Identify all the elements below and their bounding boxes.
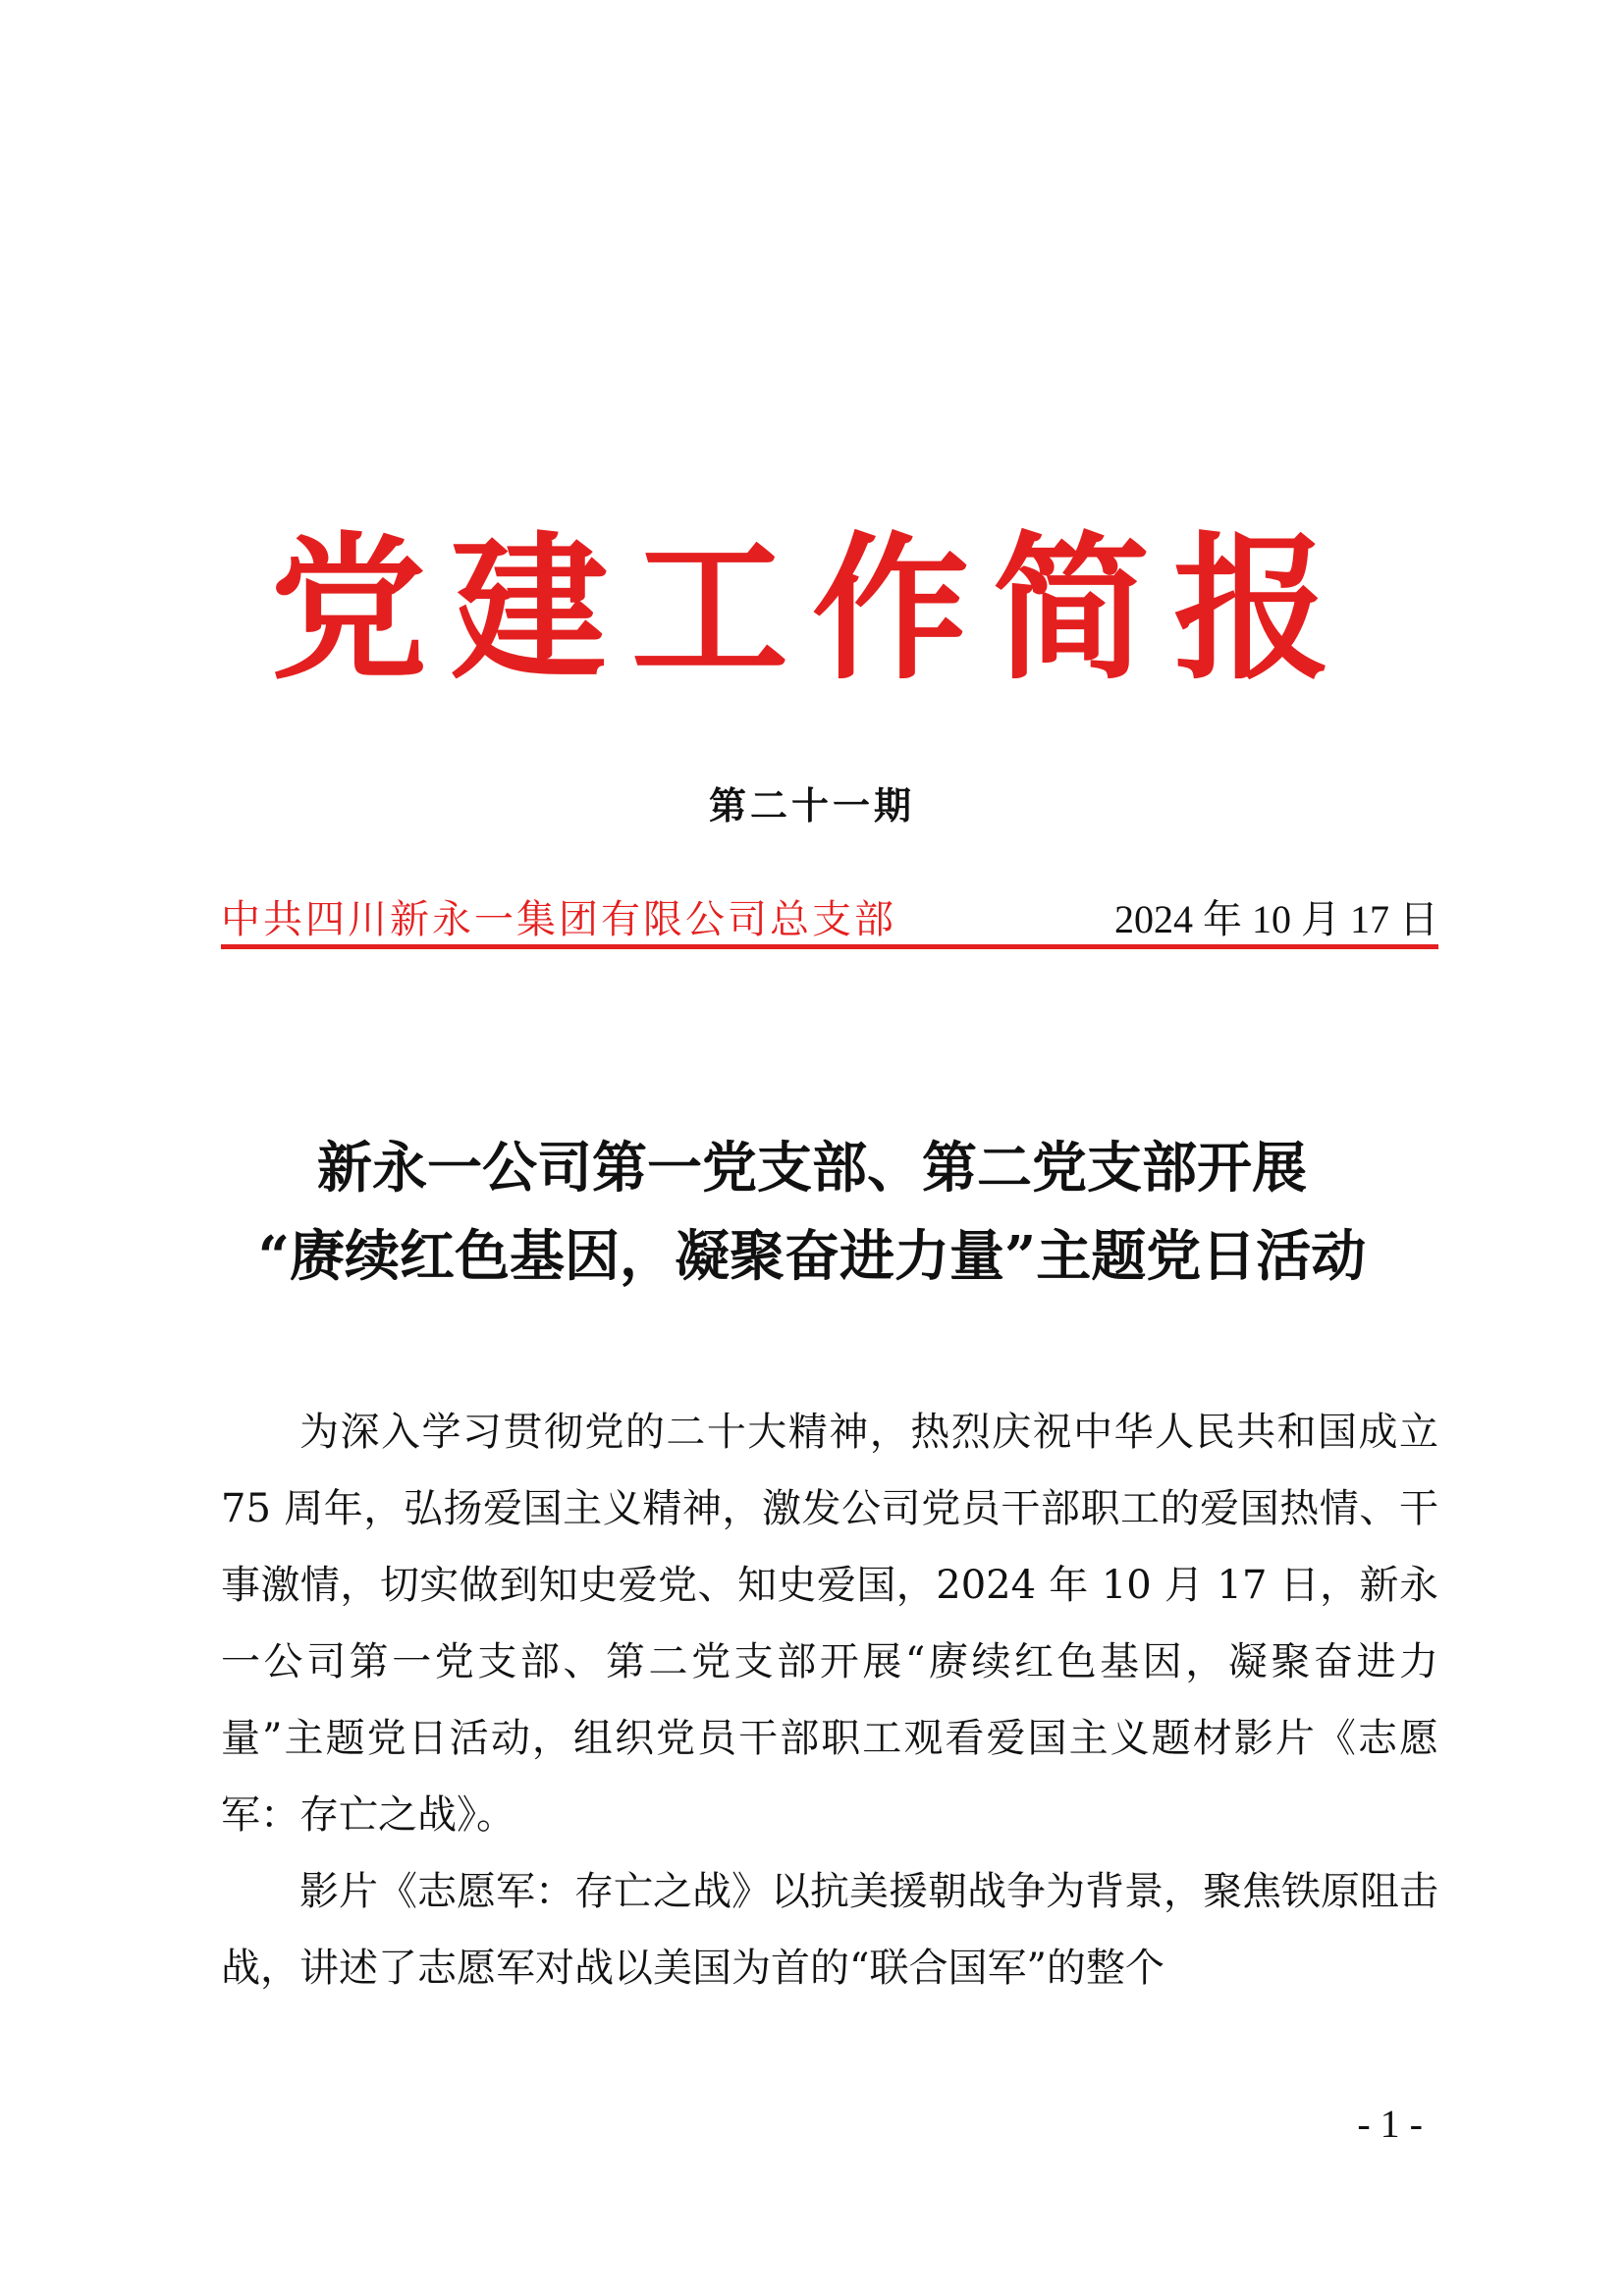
issuer-name: 中共四川新永一集团有限公司总支部 <box>221 897 896 942</box>
article-body <box>221 1394 1438 2006</box>
masthead-title: 党建工作简报 <box>269 516 1354 701</box>
red-divider-line <box>221 944 1438 949</box>
article-title-line-1: 新永一公司第一党支部、第二党支部开展 <box>317 1136 1307 1201</box>
issue-number: 第二十一期 <box>708 783 915 828</box>
issuer-row <box>221 888 1438 947</box>
body-paragraph: 为深入学习贯彻党的二十大精神，热烈庆祝中华人民共和国成立 75 周年，弘扬爱国主义精神，激发公司党员干部职工的爱国热情、干事激情，切实做到知史爱党、知史爱国，2024 年 10 月 17 日，新永一公司第一党支部、第二党支部开展“赓续红色基因，凝聚奋进力量”主题党日活动，组织党员干部职工观看爱国主义题材影片《志愿军：存亡之战》。 <box>221 1410 1438 1838</box>
article-title <box>196 1124 1428 1301</box>
body-paragraph: 影片《志愿军：存亡之战》以抗美援朝战争为背景，聚焦铁原阻击战，讲述了志愿军对战以美国为首的“联合国军”的整个 <box>221 1869 1438 1991</box>
page-number: - 1 - <box>1357 2102 1423 2146</box>
article-title-line-2: “赓续红色基因，凝聚奋进力量”主题党日活动 <box>257 1224 1367 1289</box>
issue-date: 2024 年 10 月 17 日 <box>1114 897 1438 941</box>
